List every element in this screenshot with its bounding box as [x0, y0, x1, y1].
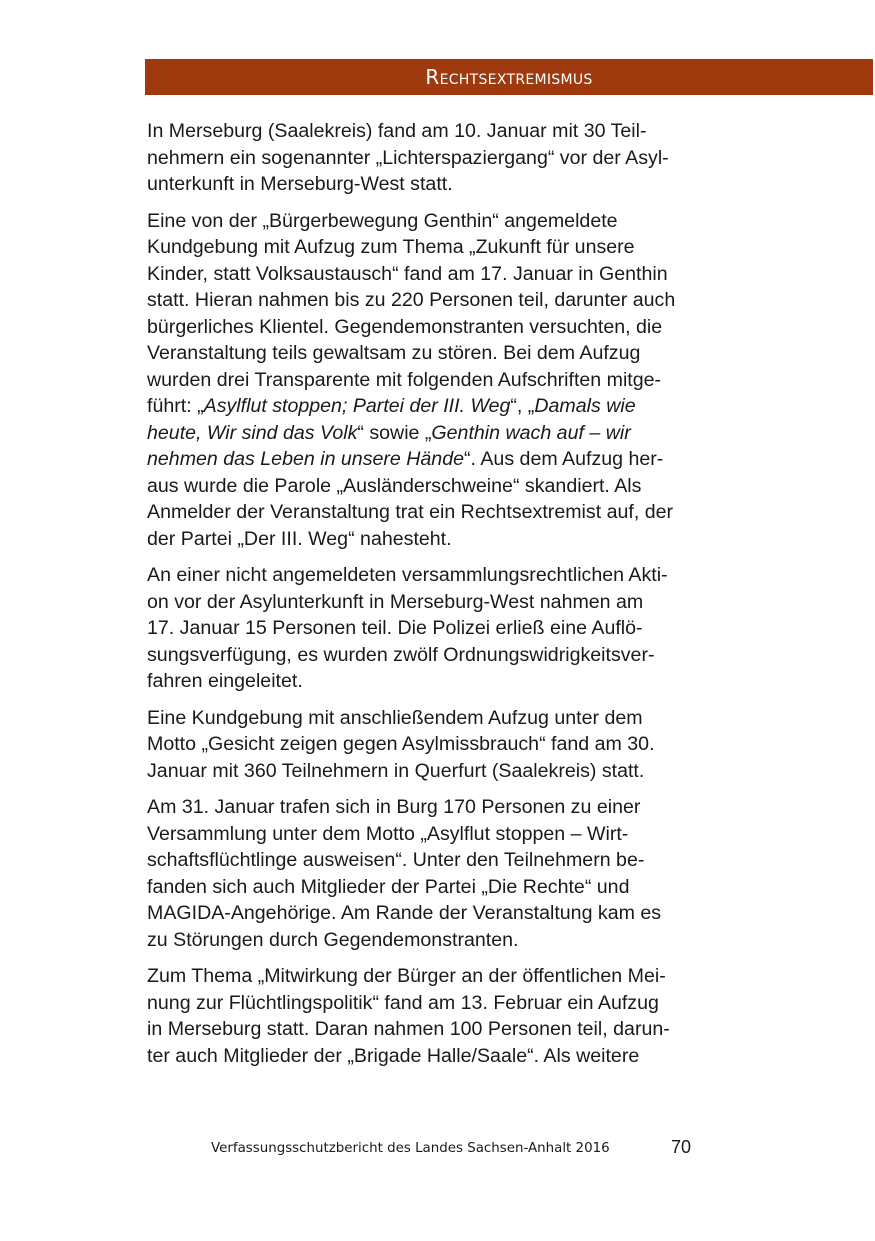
- text-run: fanden sich auch Mitglieder der Partei „Die Rechte“ und: [147, 875, 630, 898]
- paragraph: [147, 208, 772, 553]
- italic-quote-text: Asylflut stoppen; Partei der III. Weg: [203, 395, 511, 417]
- main-text: [147, 118, 772, 1079]
- text-run: nung zur Flüchtlingspolitik“ fand am 13. Februar ein Aufzug: [147, 991, 659, 1014]
- paragraph: [147, 562, 772, 695]
- text-run: Veranstaltung teils gewaltsam zu stören. Bei dem Aufzug: [147, 342, 641, 364]
- text-run: nehmern ein sogenannter „Lichterspaziergang“ vor der Asyl-: [147, 146, 669, 169]
- text-run: Versammlung unter dem Motto „Asylflut stoppen – Wirt-: [147, 822, 629, 845]
- text-run: on vor der Asylunterkunft in Merseburg-West nahmen am: [147, 590, 644, 613]
- italic-quote-text: Damals wie: [534, 395, 636, 417]
- text-run: Eine von der „Bürgerbewegung Genthin“ angemeldete: [147, 209, 618, 232]
- text-run: führt: „: [147, 395, 204, 417]
- text-run: MAGIDA-Angehörige. Am Rande der Veranstaltung kam es: [147, 902, 662, 924]
- text-run: Zum Thema „Mitwirkung der Bürger an der öffentlichen Mei-: [147, 965, 666, 987]
- text-run: Anmelder der Veranstaltung trat ein Rechtsextremist auf, der: [147, 501, 674, 523]
- page-footer: [0, 1137, 875, 1161]
- text-run: sungsverfügung, es wurden zwölf Ordnungswidrigkeitsver-: [147, 643, 655, 666]
- paragraph: [147, 705, 772, 785]
- text-run: bürgerliches Klientel. Gegendemonstranten versuchten, die: [147, 315, 663, 338]
- text-run: Kinder, statt Volksaustausch“ fand am 17. Januar in Genthin: [147, 262, 668, 285]
- page-number: 70: [671, 1137, 692, 1157]
- text-run: “ sowie „: [357, 421, 432, 444]
- text-run: “, „: [510, 395, 535, 417]
- paragraph: [147, 963, 772, 1069]
- text-run: ter auch Mitglieder der „Brigade Halle/Saale“. Als weitere: [147, 1044, 640, 1067]
- text-run: In Merseburg (Saalekreis) fand am 10. Januar mit 30 Teil-: [147, 120, 647, 142]
- text-run: 17. Januar 15 Personen teil. Die Polizei erließ eine Auflö-: [147, 617, 643, 639]
- paragraph: [147, 794, 772, 953]
- section-title: Rechtsextremismus: [425, 65, 593, 89]
- text-run: “. Aus dem Aufzug her-: [464, 448, 664, 470]
- text-run: statt. Hieran nahmen bis zu 220 Personen teil, darunter auch: [147, 289, 676, 311]
- text-run: aus wurde die Parole „Ausländerschweine“ skandiert. Als: [147, 474, 642, 497]
- text-run: schaftsflüchtlinge ausweisen“. Unter den Teilnehmern be-: [147, 849, 645, 871]
- text-run: der Partei „Der III. Weg“ nahesteht.: [147, 527, 452, 550]
- italic-quote-text: heute, Wir sind das Volk: [147, 421, 358, 444]
- section-header-bar: [145, 59, 873, 95]
- text-run: Am 31. Januar trafen sich in Burg 170 Personen zu einer: [147, 796, 641, 818]
- footer-publication-title: Verfassungsschutzbericht des Landes Sachsen-Anhalt 2016: [211, 1141, 610, 1156]
- paragraph: [147, 118, 772, 198]
- text-run: Motto „Gesicht zeigen gegen Asylmissbrauch“ fand am 30.: [147, 733, 655, 755]
- text-run: An einer nicht angemeldeten versammlungsrechtlichen Akti-: [147, 564, 668, 586]
- text-run: zu Störungen durch Gegendemonstranten.: [147, 928, 519, 951]
- text-run: unterkunft in Merseburg-West statt.: [147, 173, 453, 195]
- text-run: wurden drei Transparente mit folgenden Aufschriften mitge-: [147, 368, 662, 391]
- italic-quote-text: Genthin wach auf – wir: [431, 421, 631, 444]
- text-run: Eine Kundgebung mit anschließendem Aufzug unter dem: [147, 706, 643, 729]
- text-run: Kundgebung mit Aufzug zum Thema „Zukunft für unsere: [147, 236, 635, 258]
- text-run: Januar mit 360 Teilnehmern in Querfurt (Saalekreis) statt.: [147, 759, 645, 782]
- text-run: fahren eingeleitet.: [147, 670, 303, 692]
- text-run: in Merseburg statt. Daran nahmen 100 Personen teil, darun-: [147, 1018, 670, 1040]
- italic-quote-text: nehmen das Leben in unsere Hände: [147, 448, 465, 470]
